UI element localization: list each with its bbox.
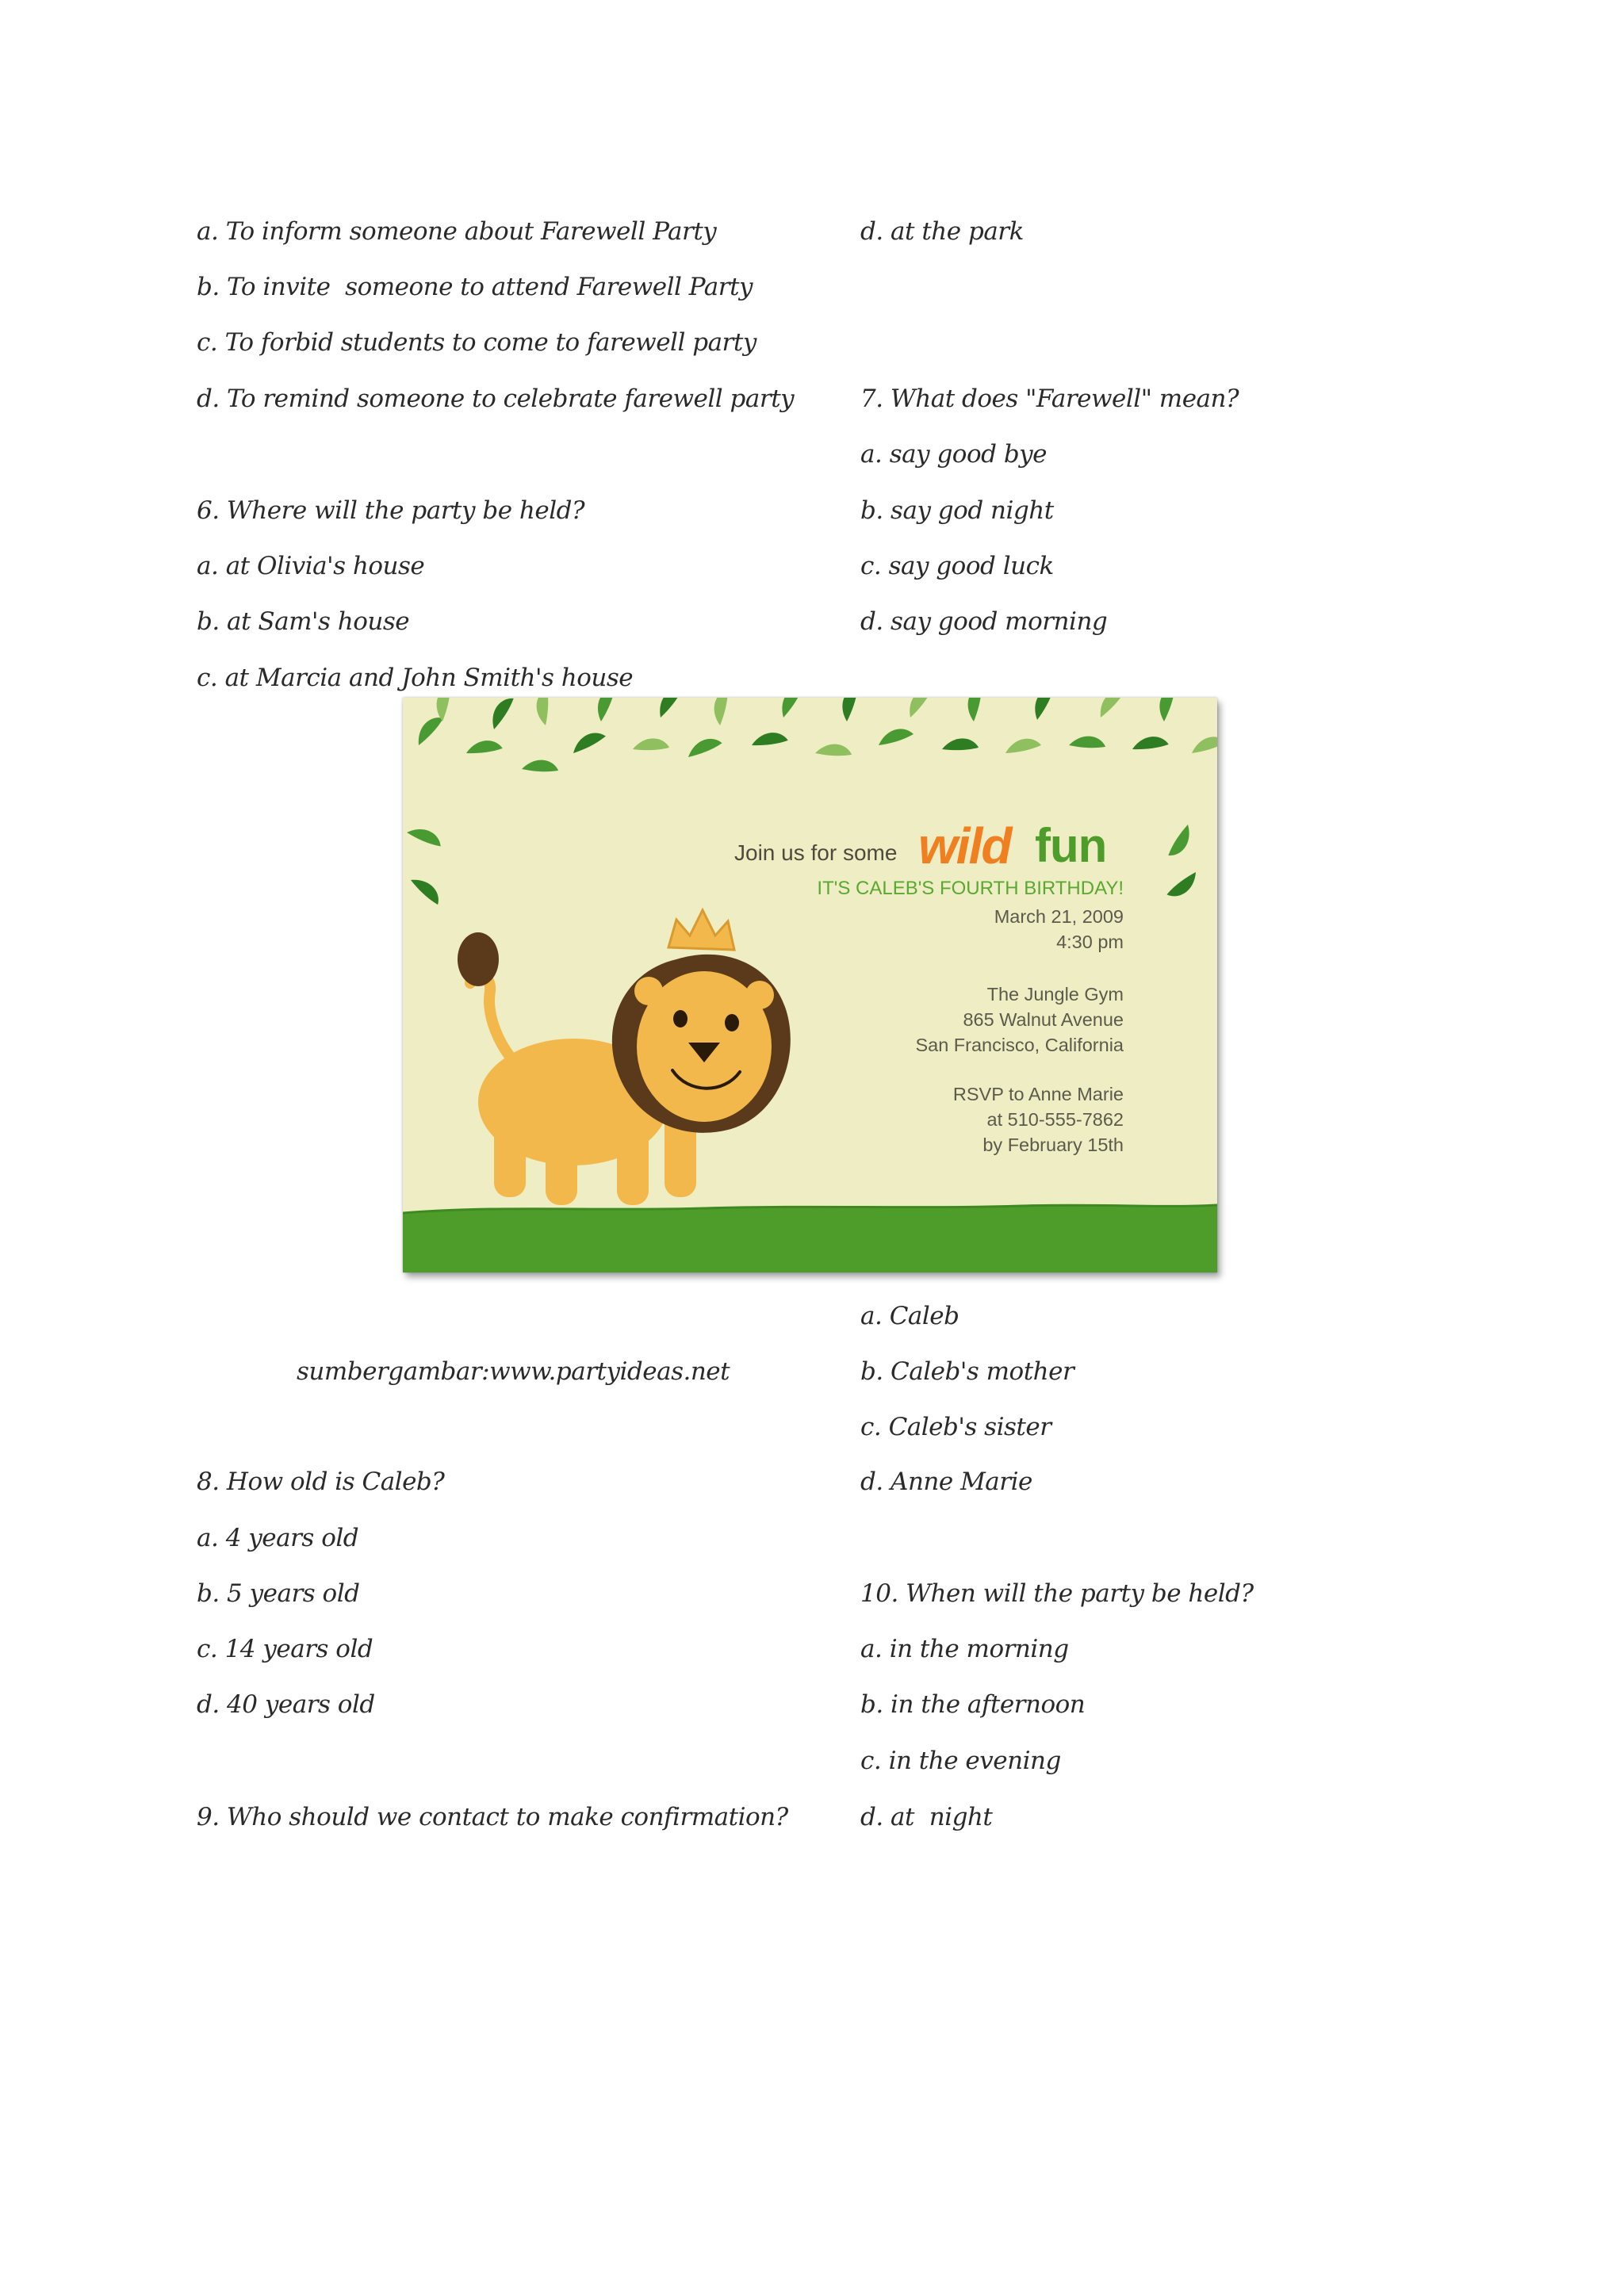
invitation-fun-word: fun: [1035, 819, 1107, 872]
option-a-q8: a. 4 years old: [197, 1524, 359, 1552]
invitation-deadline: by February 15th: [982, 1135, 1124, 1155]
invitation-wild-word: wild: [918, 817, 1011, 874]
invitation-phone: at 510-555-7862: [986, 1109, 1124, 1130]
option-b-q7: b. say god night: [860, 496, 1054, 525]
option-b-q10: b. in the afternoon: [860, 1690, 1086, 1719]
option-a-q6: a. at Olivia's house: [197, 552, 425, 580]
invitation-date: March 21, 2009: [994, 906, 1124, 927]
option-d-q10: d. at night: [860, 1803, 993, 1831]
option-d-q9: d. Anne Marie: [860, 1468, 1032, 1496]
option-b-q5: b. To invite someone to attend Farewell Party: [197, 273, 753, 301]
option-a-q10: a. in the morning: [860, 1635, 1069, 1663]
birthday-invitation-image: [403, 698, 1217, 1272]
invitation-venue: The Jungle Gym: [986, 984, 1124, 1004]
option-c-q6: c. at Marcia and John Smith's house: [197, 664, 634, 692]
option-a-q5: a. To inform someone about Farewell Party: [197, 217, 717, 246]
invitation-join-text: Join us for some: [734, 840, 898, 865]
invitation-headline: IT'S CALEB'S FOURTH BIRTHDAY!: [817, 878, 1124, 899]
option-d-q5: d. To remind someone to celebrate farewell party: [197, 385, 795, 413]
option-c-q9: c. Caleb's sister: [860, 1413, 1051, 1441]
option-c-q8: c. 14 years old: [197, 1635, 373, 1663]
invitation-time: 4:30 pm: [1056, 932, 1124, 952]
option-b-q6: b. at Sam's house: [197, 607, 410, 636]
option-b-q9: b. Caleb's mother: [860, 1357, 1074, 1386]
invitation-city: San Francisco, California: [915, 1035, 1124, 1055]
question-10: 10. When will the party be held?: [860, 1579, 1254, 1608]
question-9: 9. Who should we contact to make confirmation?: [197, 1803, 788, 1831]
option-d-q6: d. at the park: [860, 217, 1024, 246]
option-d-q8: d. 40 years old: [197, 1690, 375, 1719]
option-b-q8: b. 5 years old: [197, 1579, 360, 1608]
invitation-rsvp: RSVP to Anne Marie: [952, 1084, 1124, 1104]
grass-strip: [403, 1205, 1217, 1272]
option-d-q7: d. say good morning: [860, 607, 1108, 636]
lion-illustration: [458, 910, 791, 1205]
question-7: 7. What does "Farewell" mean?: [860, 385, 1239, 413]
question-6: 6. Where will the party be held?: [197, 496, 585, 525]
option-c-q5: c. To forbid students to come to farewell party: [197, 328, 756, 357]
option-c-q7: c. say good luck: [860, 552, 1054, 580]
option-a-q9: a. Caleb: [860, 1302, 959, 1330]
option-c-q10: c. in the evening: [860, 1747, 1061, 1775]
question-8: 8. How old is Caleb?: [197, 1468, 445, 1496]
image-credit: sumbergambar:www.partyideas.net: [297, 1357, 730, 1386]
invitation-street: 865 Walnut Avenue: [963, 1009, 1124, 1030]
option-a-q7: a. say good bye: [860, 440, 1048, 469]
